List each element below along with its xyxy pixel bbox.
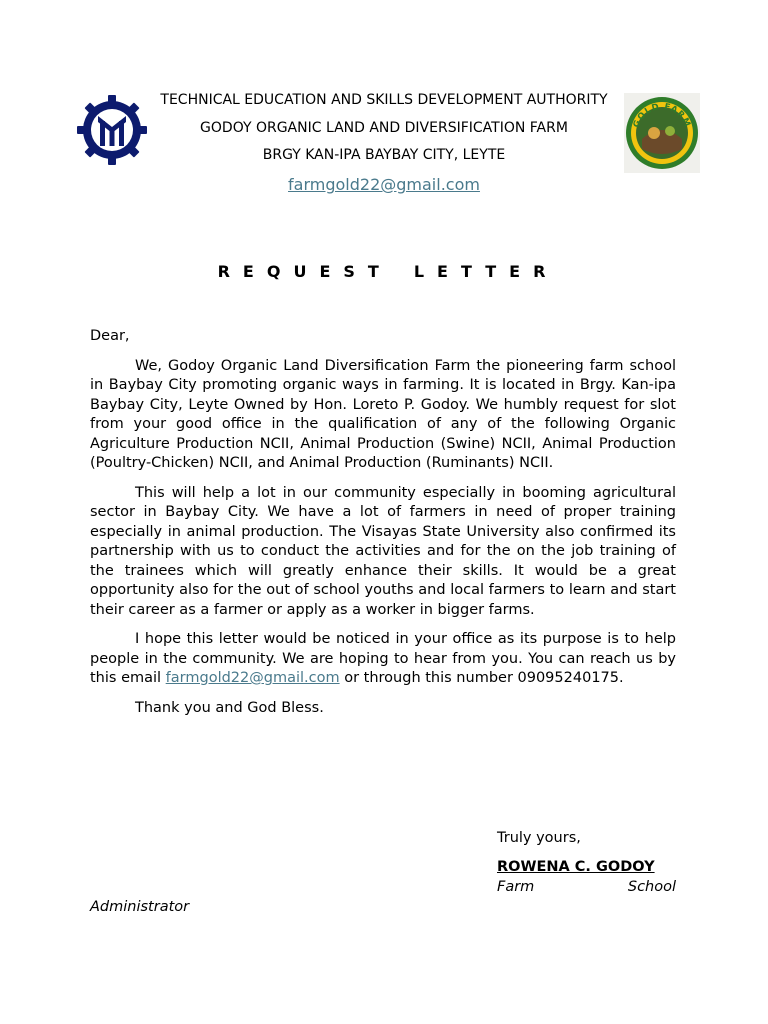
title-word-request: REQUEST (217, 262, 392, 281)
signer-role-line (497, 879, 676, 895)
signer-role-administrator: Administrator (90, 899, 190, 915)
gold-farm-seal-icon (624, 93, 700, 173)
letter-body (90, 327, 676, 728)
header-email-link[interactable]: farmgold22@gmail.com (288, 175, 480, 194)
paragraph-3-text-after: or through this number 09095240175. (339, 670, 624, 686)
paragraph-3 (90, 630, 676, 689)
thank-you-line: Thank you and God Bless. (135, 699, 324, 716)
signer-name: ROWENA C. GODOY (497, 858, 655, 875)
valediction: Truly yours, (497, 830, 581, 846)
closing-block (497, 829, 655, 877)
paragraph-2: This will help a lot in our community especially in booming agricultural sector in Baybay City. We have a lot of farmers in need of proper training especially in animal production. The Visayas State University also confirmed its partnership with us to conduct the activities and for the on the job training of the trainees which will greatly enhance their skills. It would be a great opportunity also for the out of school youths and local farmers to learn and start their career as a farmer or apply as a worker in bigger farms. (90, 484, 676, 618)
signer-role-word-school: School (627, 879, 676, 895)
header-agency-name: TECHNICAL EDUCATION AND SKILLS DEVELOPMENT AUTHORITY (160, 92, 608, 108)
body-email-link[interactable]: farmgold22@gmail.com (165, 670, 340, 686)
letterhead (0, 88, 768, 198)
signer-role-word-farm: Farm (497, 879, 535, 895)
salutation: Dear, (90, 328, 130, 344)
header-farm-name: GODOY ORGANIC LAND AND DIVERSIFICATION FARM (200, 120, 568, 136)
title-word-letter: LETTER (413, 262, 559, 281)
svg-text:GOLD FARM: GOLD FARM (631, 101, 693, 130)
letter-title (0, 262, 768, 281)
paragraph-1: We, Godoy Organic Land Diversification Farm the pioneering farm school in Baybay City promoting organic ways in farming. It is located in Brgy. Kan-ipa Baybay City, Leyte Owned by Hon. Loreto P. Godoy. We humbly request for slot from your good office in the qualification of any of the following Organic Agriculture Production NCII, Animal Production (Swine) NCII, Animal Production (Poultry-Chicken) NCII, and Animal Production (Ruminants) NCII. (90, 357, 676, 471)
header-address: BRGY KAN-IPA BAYBAY CITY, LEYTE (262, 147, 506, 163)
paragraph-3-text-before: I hope this letter would be noticed in your office as its purpose is to help people in the community. We are hoping to hear from you. You can reach us by this email (90, 631, 676, 686)
